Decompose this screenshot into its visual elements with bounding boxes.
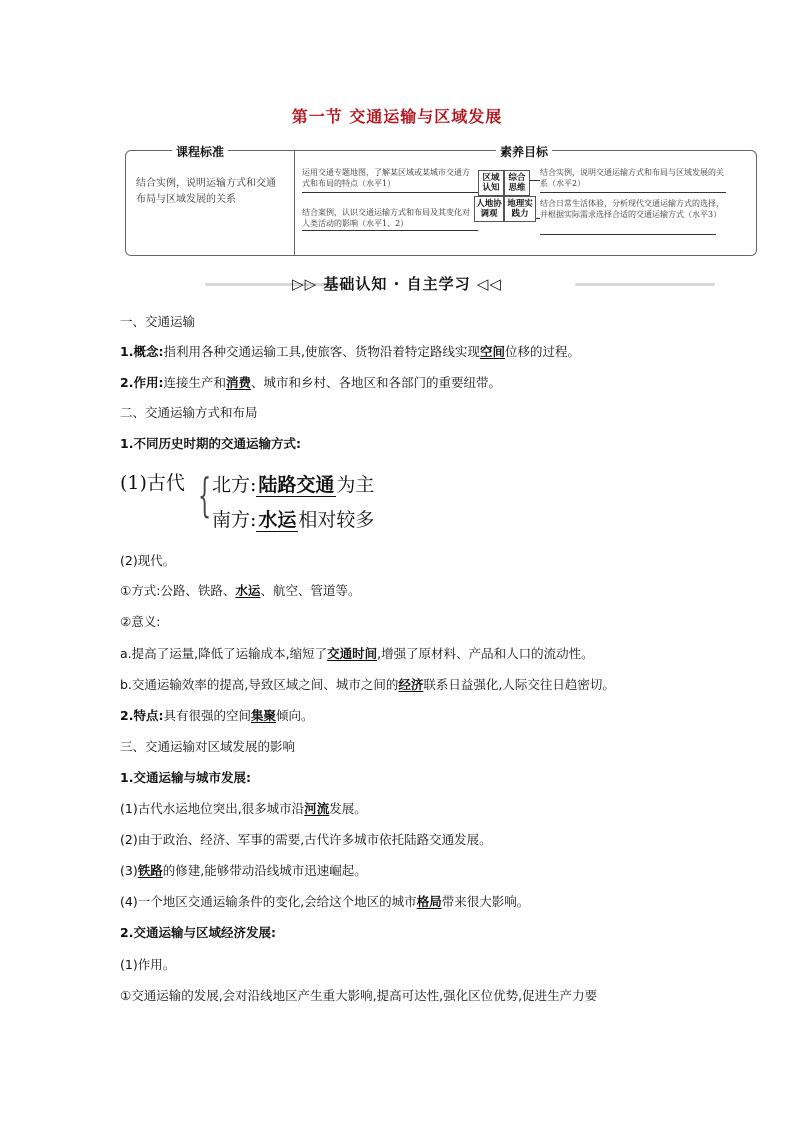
city-2: (2)由于政治、经济、军事的需要,古代许多城市依托陆路交通发展。 [120,832,492,847]
key-term: 集聚 [250,708,276,723]
goal-underline [302,230,474,231]
ancient-label: (1)古代 [120,472,185,494]
goal-right-2: 结合日常生活体验，分析现代交通运输方式的选择，并根据实际需求选择合适的交通运输方式（水平3） [540,199,724,219]
ancient-north [212,470,374,497]
text: 发展。 [329,801,367,816]
city-4 [120,894,529,910]
text: b.交通运输效率的提高,导致区域之间、城市之间的 [120,677,399,692]
brace: { [198,468,212,522]
text: a.提高了运量,降低了运输成本,缩短了 [120,646,328,661]
arrow-left-icon: ◁◁ [476,275,502,293]
text: 指利用各种交通运输工具,使旅客、货物沿着特定路线实现 [163,344,480,359]
econ-2: ①交通运输的发展,会对沿线地区产生重大影响,提高可达性,强化区位优势,促进生产力要 [120,988,598,1003]
heading-1: 一、交通运输 [120,314,196,329]
page-title: 第一节 交通运输与区域发展 [291,107,503,126]
section-banner-text: 基础认知 · 自主学习 [323,275,471,293]
key-term: 河流 [304,801,330,816]
goal-underline [540,234,716,235]
text: ,增强了原材料、产品和人口的流动性。 [377,646,594,661]
text: 联系日益强化,人际交往日趋密切。 [423,677,615,692]
key-term: 交通时间 [327,646,378,661]
key-term: 消费 [225,375,251,390]
meaning-b [120,677,615,693]
text: ①方式:公路、铁路、 [120,583,236,598]
goal-underline [302,192,474,193]
ancient-south [212,505,374,532]
connector-line [474,230,478,231]
tag-region: 区域认知 [478,170,504,196]
text: 南方: [212,509,257,531]
city-1 [120,801,367,817]
text: (3) [120,863,138,878]
key-term: 陆路交通 [258,474,335,496]
text: 倾向。 [275,708,314,723]
goals-header: 素养目标 [496,143,552,160]
text: 相对较多 [298,509,375,531]
goal-underline [540,192,726,193]
label: 2.特点: [120,708,164,723]
key-term: 空间 [479,344,505,359]
econ-label: 2.交通运输与区域经济发展: [120,925,276,940]
label: 1.概念: [120,344,164,359]
heading-2: 二、交通运输方式和布局 [120,405,258,420]
box-divider [294,150,295,256]
city-3 [120,863,367,879]
text: 、航空、管道等。 [260,583,361,598]
key-term: 水运 [235,583,261,598]
standards-text: 结合实例，说明运输方式和交通布局与区域发展的关系 [136,178,276,205]
tag-integrated: 综合思维 [504,170,530,196]
text: (4)一个地区交通运输条件的变化,会给这个地区的城市 [120,894,417,909]
meaning-a [120,646,594,662]
key-term: 水运 [258,509,297,531]
goal-left-1: 运用交通专题地图，了解某区域或某城市交通方式和布局的特点（水平1） [302,168,470,188]
heading-3: 三、交通运输对区域发展的影响 [120,739,296,754]
tag-harmony: 人地协调观 [474,196,504,222]
concept-line [120,344,580,360]
periods-label: 1.不同历史时期的交通运输方式: [120,436,301,451]
econ-1: (1)作用。 [120,957,176,972]
city-label: 1.交通运输与城市发展: [120,770,251,785]
label: 2.作用: [120,375,164,390]
feature-line [120,708,314,724]
key-term: 铁路 [137,863,163,878]
goal-right-1: 结合实例，说明交通运输方式和布局与区域发展的关系（水平2） [540,168,724,188]
role-line [120,375,501,391]
modes-line [120,583,360,599]
text: 北方: [212,474,257,496]
arrow-right-icon: ▷▷ [292,275,318,293]
goal-left-2: 结合案例，认识交通运输方式和布局及其变化对人类活动的影响（水平1、2） [302,208,470,228]
text: 、城市和乡村、各地区和各部门的重要纽带。 [250,375,501,390]
text: 为主 [336,474,375,496]
key-term: 格局 [416,894,442,909]
modern-line: (2)现代。 [120,553,176,568]
text: (1)古代水运地位突出,很多城市沿 [120,801,305,816]
text: 带来很大影响。 [441,894,530,909]
standards-header: 课程标准 [172,143,228,160]
tag-practice: 地理实践力 [504,196,536,222]
text: 的修建,能够带动沿线城市迅速崛起。 [162,863,367,878]
meaning-line: ②意义: [120,614,161,629]
section-banner [0,273,794,294]
text: 连接生产和 [163,375,226,390]
text: 具有很强的空间 [163,708,251,723]
connector-line [530,180,540,181]
key-term: 经济 [398,677,424,692]
text: 位移的过程。 [504,344,580,359]
